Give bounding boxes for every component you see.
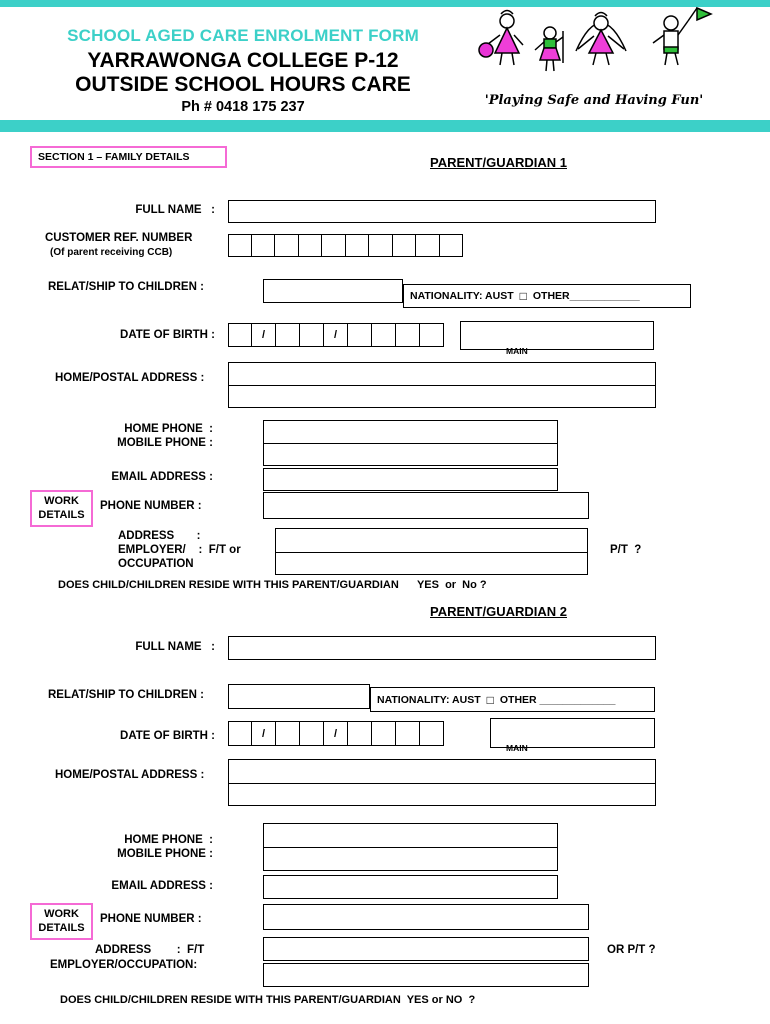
children-clipart [472, 5, 716, 108]
pg1-nationality-label: NATIONALITY: AUST [410, 290, 514, 302]
pg1-relationship-field[interactable] [263, 279, 403, 303]
pg2-employer-occupation-field[interactable] [263, 963, 589, 987]
pg2-nationality-label: NATIONALITY: AUST [377, 693, 481, 706]
pg1-address-divider [228, 385, 656, 386]
pg2-main-language-field[interactable] [490, 718, 655, 754]
pg2-home-phone-label: HOME PHONE : [124, 834, 213, 846]
ccb-digit-cell[interactable] [228, 234, 252, 257]
ccb-digit-cell[interactable] [416, 234, 440, 257]
ccb-digit-cell[interactable] [369, 234, 393, 257]
pg1-dob-label: DATE OF BIRTH : [120, 329, 215, 341]
dob-cell[interactable] [300, 721, 324, 746]
pg2-work-details-badge [30, 903, 93, 940]
dob-cell[interactable] [348, 323, 372, 347]
pg2-nationality-field[interactable] [370, 687, 655, 712]
pg1-work-address-label: ADDRESS : [118, 530, 201, 542]
pg1-work-label-1: WORK [44, 495, 79, 508]
pg1-employer-label: EMPLOYER/ : F/T or [118, 544, 241, 556]
ccb-digit-cell[interactable] [252, 234, 276, 257]
section1-heading: SECTION 1 – FAMILY DETAILS [30, 146, 227, 168]
ccb-digit-cell[interactable] [346, 234, 370, 257]
pg2-phone-divider [263, 847, 558, 848]
pg2-email-field[interactable] [263, 875, 558, 899]
pg1-occupation-label: OCCUPATION [118, 558, 194, 570]
dob-cell[interactable] [372, 323, 396, 347]
pg1-work-label-2: DETAILS [38, 508, 85, 521]
dob-cell[interactable] [348, 721, 372, 746]
phone-number: Ph # 0418 175 237 [181, 99, 305, 115]
pg2-or-pt-label: OR P/T ? [607, 944, 656, 956]
pg2-employer-occupation-label: EMPLOYER/OCCUPATION: [50, 959, 198, 971]
school-name: YARRAWONGA COLLEGE P-12 [87, 49, 399, 72]
pg2-work-address-field[interactable] [263, 937, 589, 961]
pg2-main-label: MAIN [506, 743, 528, 754]
dob-separator: / [324, 323, 348, 347]
dob-cell[interactable] [420, 323, 444, 347]
service-name: OUTSIDE SCHOOL HOURS CARE [75, 73, 411, 96]
pg1-phone-divider [263, 443, 558, 444]
dob-cell[interactable] [276, 721, 300, 746]
dob-cell[interactable] [228, 323, 252, 347]
pg2-reside-question: DOES CHILD/CHILDREN RESIDE WITH THIS PARENT/GUARDIAN YES or NO ? [60, 994, 476, 1006]
pg2-nationality-other-label: OTHER _____________ [499, 693, 616, 706]
pg1-ccb-label: CUSTOMER REF. NUMBER [45, 232, 193, 244]
dob-separator: / [252, 721, 276, 746]
dob-cell[interactable] [276, 323, 300, 347]
form-header [28, 26, 458, 115]
pg2-dob-grid [228, 721, 444, 746]
pg2-phone-fields[interactable] [263, 823, 558, 871]
form-title: SCHOOL AGED CARE ENROLMENT FORM [67, 26, 419, 45]
pg1-relationship-label: RELAT/SHIP TO CHILDREN : [48, 281, 204, 293]
dob-cell[interactable] [420, 721, 444, 746]
pg1-work-details-badge [30, 490, 93, 527]
pg1-nationality-other-label: OTHER____________ [532, 290, 640, 302]
dob-separator: / [252, 323, 276, 347]
pg1-work-phone-label: PHONE NUMBER : [100, 500, 202, 512]
dob-cell[interactable] [396, 323, 420, 347]
pg1-full-name-field[interactable] [228, 200, 656, 223]
pg2-work-phone-label: PHONE NUMBER : [100, 913, 202, 925]
pg1-reside-question: DOES CHILD/CHILDREN RESIDE WITH THIS PARENT/GUARDIAN YES or No ? [58, 579, 487, 591]
pg1-main-language-field[interactable] [460, 321, 654, 357]
pg1-dob-grid [228, 323, 444, 347]
ccb-digit-cell[interactable] [322, 234, 346, 257]
pg2-work-label-2: DETAILS [38, 921, 85, 934]
pg2-address-label: HOME/POSTAL ADDRESS : [55, 769, 205, 781]
pg2-relationship-field[interactable] [228, 684, 370, 709]
pg1-ccb-sublabel: (Of parent receiving CCB) [50, 247, 173, 258]
pg2-work-phone-field[interactable] [263, 904, 589, 930]
children-playing-illustration [475, 5, 713, 87]
pg1-aust-checkbox[interactable]: □ [519, 289, 527, 303]
pg2-address-divider [228, 783, 656, 784]
pg1-ccb-grid [228, 234, 463, 257]
ccb-digit-cell[interactable] [299, 234, 323, 257]
ccb-digit-cell[interactable] [393, 234, 417, 257]
clipart-caption: 'Playing Safe and Having Fun' [484, 93, 704, 108]
pg1-work-phone-field[interactable] [263, 492, 589, 519]
pg1-nationality-field[interactable] [403, 284, 691, 308]
header-divider-bar [0, 120, 770, 132]
pg1-work-address-field[interactable] [275, 528, 588, 575]
pg1-mobile-phone-label: MOBILE PHONE : [117, 437, 213, 449]
dob-cell[interactable] [300, 323, 324, 347]
pg2-full-name-field[interactable] [228, 636, 656, 660]
pg1-home-phone-label: HOME PHONE : [124, 423, 213, 435]
pg1-pt-label: P/T ? [610, 544, 642, 556]
dob-cell[interactable] [372, 721, 396, 746]
pg2-relationship-label: RELAT/SHIP TO CHILDREN : [48, 689, 204, 701]
pg1-address-field[interactable] [228, 362, 656, 408]
pg1-heading: PARENT/GUARDIAN 1 [430, 155, 567, 170]
pg1-work-address-divider [275, 552, 588, 553]
dob-cell[interactable] [396, 721, 420, 746]
pg1-email-label: EMAIL ADDRESS : [111, 471, 213, 483]
pg1-address-label: HOME/POSTAL ADDRESS : [55, 372, 205, 384]
pg1-phone-fields[interactable] [263, 420, 558, 466]
pg1-email-field[interactable] [263, 468, 558, 491]
pg2-heading: PARENT/GUARDIAN 2 [430, 604, 567, 619]
pg2-address-field[interactable] [228, 759, 656, 806]
ccb-digit-cell[interactable] [440, 234, 464, 257]
pg1-full-name-label: FULL NAME : [135, 204, 215, 216]
dob-separator: / [324, 721, 348, 746]
pg2-mobile-phone-label: MOBILE PHONE : [117, 848, 213, 860]
dob-cell[interactable] [228, 721, 252, 746]
pg2-dob-label: DATE OF BIRTH : [120, 730, 215, 742]
pg2-work-label-1: WORK [44, 908, 79, 921]
pg1-main-label: MAIN [506, 346, 528, 357]
pg2-email-label: EMAIL ADDRESS : [111, 880, 213, 892]
pg2-work-address-label: ADDRESS : F/T [95, 944, 205, 956]
ccb-digit-cell[interactable] [275, 234, 299, 257]
pg2-full-name-label: FULL NAME : [135, 641, 215, 653]
pg2-aust-checkbox[interactable]: □ [486, 692, 494, 707]
